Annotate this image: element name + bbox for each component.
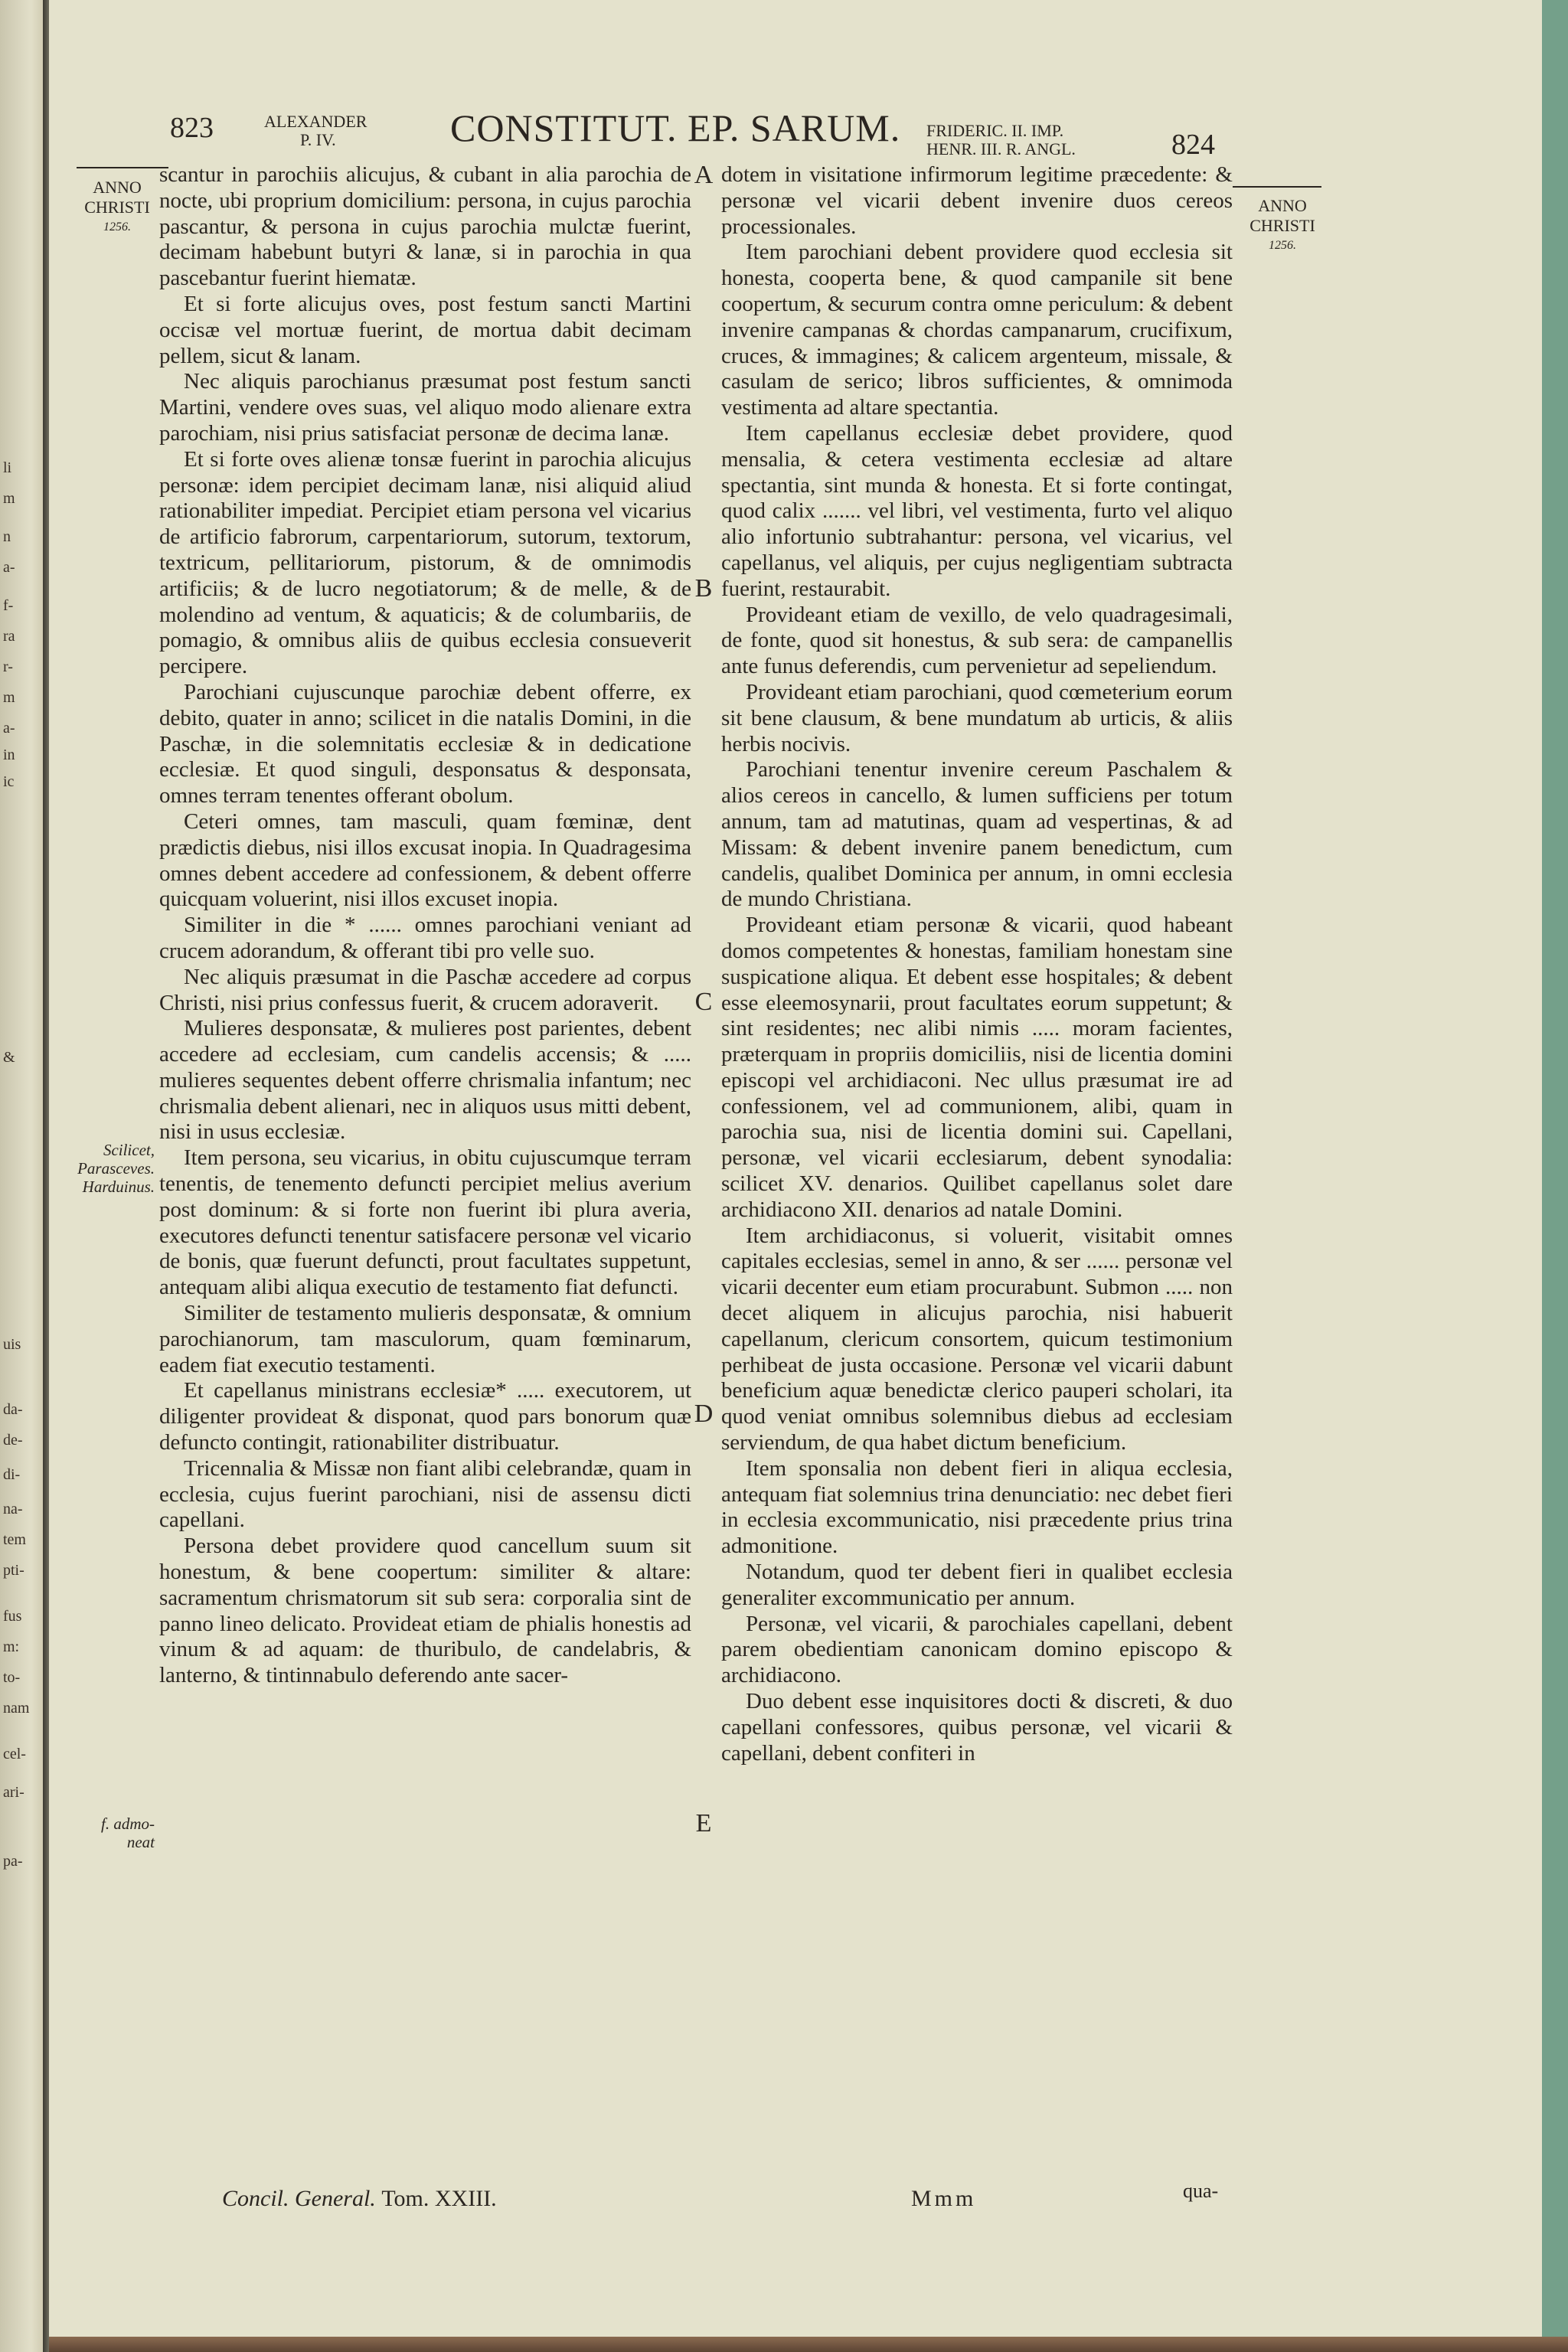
previous-page-fragment: m	[3, 689, 15, 706]
footer-tome: Tom. XXIII.	[381, 2186, 497, 2211]
previous-page-fragment: &	[3, 1049, 15, 1066]
side-note-line: Parasceves.	[77, 1159, 155, 1178]
footer-volume	[222, 2186, 497, 2212]
previous-page-fragment: fus	[3, 1608, 22, 1625]
previous-page-fragment: nam	[3, 1700, 30, 1717]
margin-letter-d: D	[694, 1400, 714, 1428]
previous-page-fragment: ic	[3, 773, 15, 790]
left-author-line2: P. IV.	[300, 130, 336, 149]
previous-page-fragment: ra	[3, 628, 15, 645]
margin-letter-e: E	[695, 1809, 712, 1838]
previous-page-fragment: ari-	[3, 1784, 24, 1801]
side-note-scilicet	[63, 1141, 155, 1196]
text-paragraph: Notandum, quod ter debent fieri in qualibet ecclesia generaliter excommunicatio per annum.	[721, 1560, 1233, 1610]
previous-page-fragment: pti-	[3, 1562, 24, 1579]
left-text-column	[159, 162, 691, 1689]
anno-year: 1256.	[1269, 239, 1296, 252]
text-paragraph: Et si forte oves alienæ tonsæ fuerint in parochia alicujus personæ: idem percipiet decimam lanæ, nisi aliquid aliud rationabiliter impediat. Percipiet etiam persona vel vicarius de artificio fabrorum, carpentariorum, sutorum, textorum, textricum, pellitariorum, pistorum, & de omnimodis artificiis; & de lucro negotiatorum; & de melle, & de molendino ad ventum, & aquaticis; & de columbariis, de pomagio, & omnibus aliis de quibus ecclesia consueverit percipere.	[159, 446, 691, 679]
previous-page-fragment: cel-	[3, 1746, 26, 1762]
right-ruler-line1: FRIDERIC. II. IMP.	[926, 121, 1064, 140]
anno-rule-right	[1233, 186, 1321, 188]
text-paragraph: Parochiani cujuscunque parochiæ debent offerre, ex debito, quater in anno; scilicet in die natalis Domini, in die Paschæ, in die solemnitatis ecclesiæ & in dedicatione ecclesiæ. Et quod singuli, desponsatus & desponsata, omnes terram tenentes offerant obolum.	[159, 679, 691, 808]
side-note-line: f. admo-	[101, 1815, 155, 1833]
text-paragraph: Item capellanus ecclesiæ debet providere, quod mensalia, & cetera vestimenta ecclesiæ ad altare spectantia, sint munda & honesta. Et si forte contingat, quod calix ....... vel libri, vel vestimenta, furto vel aliquo alio infortunio subtrahantur: persona, vel vicarius, vel capellanus, vel aliquis, per cujus negligentiam subtracta fuerint, restaurabit.	[721, 420, 1233, 601]
right-ruler-line2: HENR. III. R. ANGL.	[926, 139, 1076, 158]
previous-page-fragment: li	[3, 459, 12, 476]
left-page-number: 823	[170, 112, 214, 144]
margin-letter-b: B	[694, 574, 713, 603]
anno-christi-left	[75, 178, 159, 237]
anno-label: ANNO	[1258, 196, 1307, 215]
signature-mark: Mmm	[911, 2186, 977, 2211]
text-paragraph: dotem in visitatione infirmorum legitime præcedente: & personæ vel vicarii debent invenire duos cereos processionales.	[721, 162, 1233, 239]
catchword: qua-	[1183, 2180, 1219, 2202]
previous-page-edge	[0, 0, 44, 2352]
text-paragraph: Et si forte alicujus oves, post festum sancti Martini occisæ vel mortuæ fuerint, de mortua dabit decimam pellem, sicut & lanam.	[159, 291, 691, 368]
text-paragraph: Provideant etiam de vexillo, de velo quadragesimali, de fonte, quod sit honestus, & sub sera: de campanellis ante funus deferendis, cum pervenietur ad sepeliendum.	[721, 602, 1233, 679]
side-note-line: Scilicet,	[103, 1141, 155, 1159]
previous-page-fragment: uis	[3, 1336, 21, 1353]
previous-page-fragment: a-	[3, 559, 15, 576]
previous-page-fragment: m:	[3, 1638, 20, 1655]
text-paragraph: Nec aliquis præsumat in die Paschæ accedere ad corpus Christi, nisi prius confessus fuerit, & crucem adoraverit.	[159, 964, 691, 1015]
text-paragraph: Provideant etiam parochiani, quod cœmeterium eorum sit bene clausum, & bene mundatum ab urticis, & aliis herbis nocivis.	[721, 679, 1233, 756]
previous-page-fragment: tem	[3, 1531, 26, 1548]
text-paragraph: Provideant etiam personæ & vicarii, quod habeant domos competentes & honestas, familiam honestam sine suspicatione aliqua. Et debent esse hospitales; & debent esse eleemosynarii, prout facultates eorum suppetunt; & sint residentes; nec alibi nimis ..... moram facientes, præterquam in propriis domiciliis, nisi de licentia domini episcopi vel archidiaconi. Nec ullus præsumat ire ad confessionem, vel ad communionem, alibi, quam in parochia sua, nisi de licentia domini sui. Capellani, personæ, vel vicarii ecclesiarum, debent synodalia: scilicet XV. denarios. Quilibet capellanus solet dare archidiacono XII. denarios ad natale Domini.	[721, 913, 1233, 1222]
side-note-admoneat	[63, 1815, 155, 1851]
text-paragraph: Nec aliquis parochianus præsumat post festum sancti Martini, vendere oves suas, vel aliquo modo alienare extra parochiam, nisi prius satisfaciat personæ de decima lanæ.	[159, 369, 691, 446]
previous-page-fragment: r-	[3, 658, 13, 675]
page-title: CONSTITUT. EP. SARUM.	[450, 106, 901, 149]
text-paragraph: Similiter in die * ...... omnes parochiani veniant ad crucem adorandum, & offerant tibi pro velle suo.	[159, 913, 691, 963]
bottom-edge	[49, 2337, 1568, 2352]
footer-volume-title: Concil. General.	[222, 2186, 376, 2211]
anno-christi-right	[1240, 196, 1325, 256]
right-text-column	[721, 162, 1233, 1766]
previous-page-fragment: de-	[3, 1432, 23, 1449]
previous-page-fragment: n	[3, 528, 11, 545]
anno-year: 1256.	[103, 220, 131, 234]
previous-page-fragment: to-	[3, 1669, 21, 1686]
christi-label: CHRISTI	[1250, 216, 1315, 235]
text-paragraph: Tricennalia & Missæ non fiant alibi celebrandæ, quam in ecclesia, cujus fuerint parochiani, nisi de assensu dicti capellani.	[159, 1455, 691, 1533]
anno-label: ANNO	[93, 178, 142, 197]
text-paragraph: Item parochiani debent providere quod ecclesia sit honesta, cooperta bene, & quod campanile sit bene coopertum, & securum contra omne periculum: & debent invenire campanas & chordas campanarum, crucifixum, cruces, & immagines; & calicem argenteum, missale, & casulam de serico; libros sufficientes, & omnimoda vestimenta ad altare spectantia.	[721, 240, 1233, 420]
side-note-line: neat	[126, 1833, 155, 1851]
previous-page-fragment: di-	[3, 1466, 21, 1483]
text-paragraph: Item sponsalia non debent fieri in aliqua ecclesia, antequam fiat solemnius trina denunciatio: nec debet fieri in ecclesia excommunicatio, nisi præcedente prius trina admonitione.	[721, 1455, 1233, 1559]
text-paragraph: Parochiani tenentur invenire cereum Paschalem & alios cereos in cancello, & lumen sufficiens per totum annum, tam ad matutinas, quam ad vespertinas, & ad Missam: & debent invenire panem benedictum, cum candelis, qualibet Dominica per annum, in omni ecclesia de mundo Christiana.	[721, 757, 1233, 912]
christi-label: CHRISTI	[84, 198, 150, 217]
previous-page-fragment: m	[3, 490, 15, 507]
previous-page-fragment: da-	[3, 1401, 23, 1418]
previous-page-fragment: na-	[3, 1501, 23, 1517]
margin-letter-a: A	[694, 161, 714, 189]
text-paragraph: Duo debent esse inquisitores docti & discreti, & duo capellani confessores, quibus personæ, vel vicarii & capellani, debent confiteri in	[721, 1689, 1233, 1766]
text-paragraph: Ceteri omnes, tam masculi, quam fœminæ, dent prædictis diebus, nisi illos excusat inopia. In Quadragesima omnes debent accedere ad confessionem, & debent offerre quicquam voluerint, nisi illos excuset inopia.	[159, 808, 691, 912]
text-paragraph: Item persona, seu vicarius, in obitu cujuscumque terram tenentis, de tenemento defuncti percipiet melius averium post dominum: & si forte non fuerint ibi plura averia, executores defuncti tenentur satisfacere personæ vel vicario de bonis, quæ fuerunt defuncti, prout facultates suppetunt, antequam alibi aliqua executio de testamento fiat defuncti.	[159, 1145, 691, 1300]
right-page-number: 824	[1171, 129, 1215, 161]
previous-page-fragment: in	[3, 746, 15, 763]
text-paragraph: scantur in parochiis alicujus, & cubant in alia parochia de nocte, ubi proprium domicilium: persona, in cujus parochia pascantur, & persona in cujus parochia mulctæ fuerint, decimam habebunt butyri & lanæ, si in parochia in qua pascebantur fuerint hiematæ.	[159, 162, 691, 291]
text-paragraph: Personæ, vel vicarii, & parochiales capellani, debent parem obedientiam canonicam domino episcopo & archidiacono.	[721, 1611, 1233, 1688]
margin-letter-c: C	[694, 988, 713, 1016]
previous-page-fragment: f-	[3, 597, 14, 614]
side-note-line: Harduinus.	[82, 1178, 155, 1196]
text-paragraph: Mulieres desponsatæ, & mulieres post parientes, debent accedere ad ecclesiam, cum candelis accensis; & ..... mulieres sequentes debent offerre chrismalia infantum; nec chrismalia debent alienari, nec in aliquos usus mitti debent, nisi in usus ecclesiæ.	[159, 1016, 691, 1145]
text-paragraph: Similiter de testamento mulieris desponsatæ, & omnium parochianorum, tam masculorum, quam fœminarum, eadem fiat executio testamenti.	[159, 1301, 691, 1377]
left-author-line1: ALEXANDER	[264, 112, 368, 131]
previous-page-fragment: pa-	[3, 1853, 23, 1870]
previous-page-fragment: a-	[3, 720, 15, 737]
anno-rule-left	[77, 167, 168, 168]
text-paragraph: Persona debet providere quod cancellum suum sit honestum, & bene coopertum: similiter & altare: sacramentum chrismatorum sit sub sera: corporalia sint de panno lineo delicato. Provideat etiam de phialis honestis ad vinum & ad aquam: de thuribulo, de candelabris, & lanterno, & tintinnabulo deferendo ante sacer-	[159, 1534, 691, 1688]
text-paragraph: Item archidiaconus, si voluerit, visitabit omnes capitales ecclesias, semel in anno, & ser ...... personæ vel vicarii decenter eum etiam procurabunt. Submon ..... non decet aliquem in alicujus parochia, nisi habuerit capellanum, clericum consortem, quicum testimonium perhibeat de justa occasione. Personæ vel vicarii dabunt beneficium aquæ benedictæ clerico pauperi scholari, ita quod veniat omnibus solemnibus diebus ad ecclesiam serviendum, de qua habet dictum beneficium.	[721, 1223, 1233, 1455]
text-paragraph: Et capellanus ministrans ecclesiæ* ..... executorem, ut diligenter provideat & disponat, quod pars bonorum quæ defuncto contingit, rationabiliter distribuatur.	[159, 1378, 691, 1455]
